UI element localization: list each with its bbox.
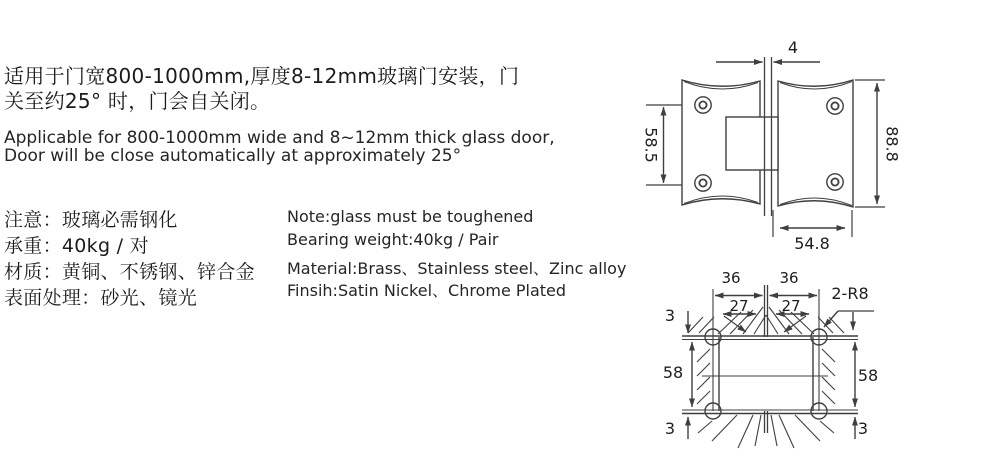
dim-label-36-right: 36 — [779, 269, 799, 287]
dim-label-width: 54.8 — [794, 234, 830, 253]
spec-zh-material: 材质：黄铜、不锈钢、锌合金 — [4, 261, 255, 283]
dim-width — [773, 210, 852, 237]
dim-label-27-left: 27 — [729, 297, 749, 315]
dim-label-3-bottom-left: 3 — [664, 419, 676, 438]
intro-en-line1: Applicable for 800-1000mm wide and 8~12mm thick glass door, — [4, 128, 555, 148]
dim-label-36-left: 36 — [721, 269, 741, 287]
spec-zh-finish: 表面处理：砂光、镜光 — [4, 287, 198, 309]
cutout-dim-arrows — [688, 296, 874, 440]
dim-label-height: 88.8 — [882, 126, 902, 162]
hinge-knuckle — [726, 117, 778, 170]
hinge-right-plate — [778, 80, 853, 207]
spec-zh-note: 注意：玻璃必需钢化 — [4, 209, 178, 231]
dim-label-gap: 4 — [787, 38, 799, 57]
hinge-front-drawing — [646, 57, 885, 237]
spec-en-bearing: Bearing weight:40kg / Pair — [287, 230, 499, 249]
dim-label-3-bottom-right: 3 — [857, 419, 869, 438]
dim-label-27-right: 27 — [781, 297, 801, 315]
dim-label-radius: 2-R8 — [831, 284, 869, 303]
intro-zh-line1: 适用于门宽800-1000mm,厚度8-12mm玻璃门安装，门 — [4, 64, 520, 88]
spec-en-finish: Finsih:Satin Nickel、Chrome Plated — [287, 281, 567, 300]
dim-label-hole-spacing: 58.5 — [641, 127, 661, 163]
glass-edge-lines — [682, 336, 858, 414]
dim-label-58-left: 58 — [662, 363, 684, 382]
spec-en-material: Material:Brass、Stainless steel、Zinc alloy — [287, 259, 627, 278]
dim-label-58-right: 58 — [857, 366, 879, 385]
spec-zh-bearing: 承重：40kg / 对 — [4, 235, 150, 257]
cutout-outline — [705, 289, 827, 419]
cutout-center-gap-lines — [765, 285, 768, 433]
dim-height — [855, 80, 885, 207]
glass-cutout-drawing — [682, 285, 874, 448]
dim-label-3-top-left: 3 — [664, 306, 676, 325]
intro-en-line2: Door will be close automatically at approximately 25° — [4, 146, 462, 166]
intro-zh-line2: 关至约25° 时，门会自关闭。 — [4, 89, 271, 113]
spec-en-note: Note:glass must be toughened — [287, 207, 534, 226]
glass-hatching — [688, 307, 844, 448]
